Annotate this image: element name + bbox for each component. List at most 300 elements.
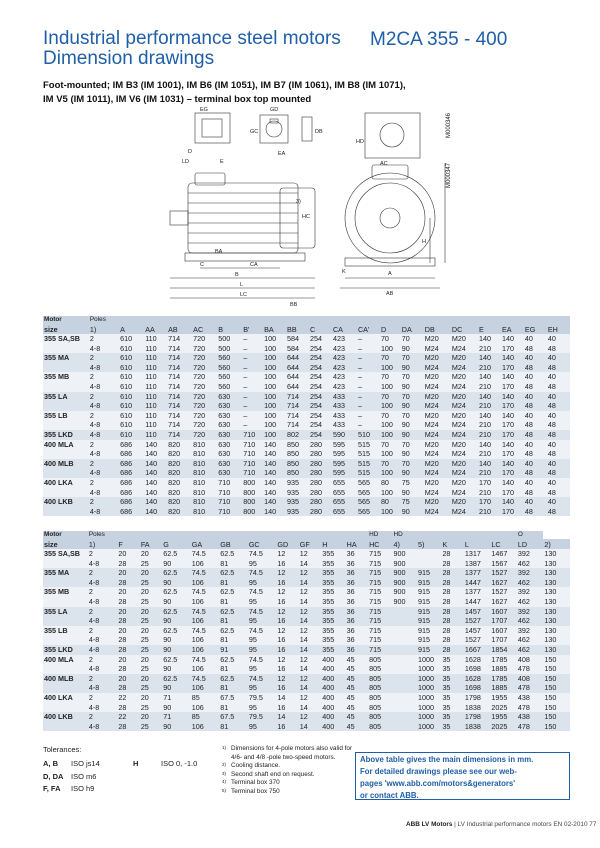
table-cell: 850 [286,440,309,450]
table-cell: 20 [140,693,162,703]
table-cell: 720 [192,430,217,440]
table-row [43,549,570,559]
table-cell: 90 [162,645,191,655]
table-cell: 2 [89,353,119,363]
table-cell: 20 [117,674,139,684]
table-cell [43,449,89,459]
table-cell: 254 [309,420,332,430]
table-cell: – [357,420,380,430]
table-cell: 2 [89,478,119,488]
table-cell: 630 [217,449,242,459]
table-cell: 20 [140,568,162,578]
column-header: 2) [543,539,570,549]
table-cell: 2 [89,411,119,421]
table-cell: 95 [248,635,277,645]
table-cell: 4-8 [89,420,119,430]
column-header: HA [346,539,368,549]
column-header: GC [248,539,277,549]
table-cell: 100 [263,372,286,382]
table-cell: 35 [441,664,463,674]
table-cell: M20 [451,392,478,402]
table-cell: 1607 [490,626,517,636]
mounting-line-2: IM V5 (IM 1011), IM V6 (IM 1031) – terminal box top mounted [43,94,312,105]
table-cell: 170 [501,363,524,373]
table-cell: 140 [263,468,286,478]
mounting-line-1: Foot-mounted; IM B3 (IM 1001), IM B6 (IM 1051), IM B7 (IM 1061), IM B8 (IM 1071), [43,80,406,91]
table-cell [393,626,417,636]
table-cell: 16 [276,578,298,588]
table-cell: 4-8 [88,664,118,674]
table-cell: – [357,353,380,363]
table-cell: 355 MB [43,372,89,382]
label-e: E [220,159,224,165]
table-cell: 106 [191,722,220,732]
column-header [286,316,309,324]
table-cell [393,683,417,693]
column-header: C [309,324,332,334]
table-cell: 820 [167,468,192,478]
table-cell: 254 [309,344,332,354]
table-cell: 714 [167,334,192,344]
table-cell: 355 [321,559,345,569]
table-cell: 48 [547,344,570,354]
table-cell: M24 [451,363,478,373]
table-cell [43,635,88,645]
table-cell: 565 [357,497,380,507]
table-cell: 1457 [464,607,491,617]
table-row [43,607,570,617]
table-cell: 4-8 [88,722,118,732]
table-cell: 438 [517,693,544,703]
table-cell: 74.5 [248,607,277,617]
table-header-row [43,531,570,539]
table-cell: 40 [547,478,570,488]
table-cell: 210 [478,401,501,411]
table-cell: 110 [144,430,167,440]
table-cell: 48 [524,382,547,392]
table-cell: 70 [401,353,424,363]
table-cell: 140 [263,507,286,517]
shaft-side [170,211,188,225]
table-cell: M24 [451,430,478,440]
table-cell: 28 [441,587,463,597]
table-row [43,626,570,636]
table-cell: 70 [380,411,401,421]
table-cell: 20 [117,655,139,665]
table-cell: 1467 [490,549,517,559]
table-cell: 28 [441,559,463,569]
table-row [43,353,570,363]
table-cell: 35 [441,712,463,722]
table-cell: – [357,401,380,411]
table-cell: 715 [368,626,392,636]
table-cell: 67.5 [219,712,248,722]
table-row [43,440,570,450]
table-cell: 140 [501,478,524,488]
table-cell: 140 [478,440,501,450]
table-cell: 355 SA,SB [43,334,89,344]
table-cell: 820 [167,507,192,517]
table-row [43,449,570,459]
table-row [43,468,570,478]
table-cell: 74.5 [248,568,277,578]
table-cell: 90 [401,382,424,392]
table-cell: 71 [162,712,191,722]
table-cell: 1000 [417,664,441,674]
table-cell: 20 [117,568,139,578]
column-header: HD [368,531,392,539]
table-cell: 2 [89,459,119,469]
table-cell: 210 [478,430,501,440]
table-cell: 20 [140,674,162,684]
table-cell: 1457 [464,626,491,636]
table-cell: 2 [88,655,118,665]
table-cell: 4-8 [89,468,119,478]
table-cell: 48 [547,420,570,430]
table-cell: 140 [144,449,167,459]
table-cell: 900 [393,568,417,578]
table-cell: – [357,334,380,344]
table-cell: 610 [119,334,144,344]
table-cell: 79.5 [248,693,277,703]
table-cell: 433 [332,420,357,430]
table-cell: 74.5 [248,655,277,665]
table-cell: 686 [119,449,144,459]
table-cell: 610 [119,430,144,440]
table-cell: 170 [478,497,501,507]
table-cell: 40 [547,411,570,421]
table-cell: 1000 [417,674,441,684]
table-cell [43,363,89,373]
table-cell: 130 [543,549,570,559]
table-cell: 392 [517,587,544,597]
table-cell: M24 [424,468,451,478]
table-cell: 500 [217,344,242,354]
column-header [299,531,321,539]
table-cell: 915 [417,635,441,645]
table-cell: – [242,382,263,392]
table-cell: 1628 [464,674,491,684]
table-row [43,488,570,498]
table-cell: 90 [401,344,424,354]
table-cell: 655 [332,497,357,507]
table-cell: 14 [299,597,321,607]
column-header: HD [393,531,417,539]
table-cell: 915 [417,616,441,626]
table-cell: 14 [299,664,321,674]
table-cell: M24 [451,468,478,478]
table-cell: 40 [524,497,547,507]
table-cell: 90 [162,559,191,569]
table-cell: 478 [517,683,544,693]
table-cell: 462 [517,597,544,607]
table-cell: 130 [543,578,570,588]
table-cell: 130 [543,597,570,607]
column-header: 1) [88,539,118,549]
table-cell: 560 [217,382,242,392]
table-cell: 100 [263,411,286,421]
table-cell: 62.5 [162,568,191,578]
table-cell: – [242,420,263,430]
table-cell: 150 [543,712,570,722]
table-cell: 12 [276,674,298,684]
table-cell: 710 [217,488,242,498]
table-cell: 20 [140,549,162,559]
table-cell: M24 [451,382,478,392]
table-cell: 48 [524,468,547,478]
table-cell: 40 [524,372,547,382]
table-cell: 25 [140,664,162,674]
footnote: 4) Terminal box 370 [222,779,280,787]
dimension-table-2 [43,531,570,731]
table-cell: 644 [286,363,309,373]
table-cell: M20 [424,392,451,402]
table-cell: 630 [217,411,242,421]
table-cell: 28 [117,645,139,655]
motor-code: M2CA 355 - 400 [370,29,508,50]
table-cell: 75 [401,497,424,507]
table-cell: M24 [451,420,478,430]
tolerances-heading: Tolerances: [43,745,82,754]
table-cell: M20 [451,353,478,363]
table-cell: 400 LKA [43,693,88,703]
table-cell: 48 [547,382,570,392]
table-cell: 12 [276,626,298,636]
table-cell: 810 [192,468,217,478]
label-ba: BA [215,249,223,255]
table-cell: 1627 [490,597,517,607]
table-cell: 1707 [490,635,517,645]
table-cell: 400 [321,655,345,665]
table-cell: 140 [478,459,501,469]
table-cell: 110 [144,372,167,382]
table-cell: 62.5 [219,587,248,597]
table-cell: 25 [140,559,162,569]
table-cell: 90 [401,430,424,440]
footnotes [222,745,362,797]
table-cell: 80 [380,478,401,488]
table-cell: 95 [248,645,277,655]
column-header [191,531,220,539]
column-header [119,316,144,324]
tolerance-row: D, DA ISO m6 [43,771,97,781]
table-cell: 48 [524,430,547,440]
column-header: 4) [393,539,417,549]
table-cell [393,607,417,617]
table-cell: 81 [219,578,248,588]
table-cell: 20 [117,549,139,559]
table-cell: 560 [217,372,242,382]
table-cell: 62.5 [162,626,191,636]
table-cell: M24 [451,488,478,498]
table-cell: 36 [346,607,368,617]
table-cell: 2 [88,693,118,703]
table-cell: 80 [380,497,401,507]
table-cell: 70 [380,459,401,469]
table-cell: 100 [380,363,401,373]
column-header: CA' [357,324,380,334]
column-header: DA [401,324,424,334]
table-cell: 20 [140,712,162,722]
table-cell: 710 [217,507,242,517]
column-header [321,531,345,539]
table-cell: 810 [192,440,217,450]
table-cell: 714 [167,401,192,411]
column-header [248,531,277,539]
table-cell: 40 [524,440,547,450]
table-cell: 355 [321,578,345,588]
table-cell: 254 [309,382,332,392]
table-cell: M20 [424,497,451,507]
table-cell: 1707 [490,616,517,626]
table-cell: 423 [332,382,357,392]
table-cell: 14 [299,703,321,713]
table-cell: 1955 [490,712,517,722]
tolerances-list [43,758,197,796]
table-cell: 1000 [417,683,441,693]
table-cell: 48 [524,488,547,498]
column-header: G [162,539,191,549]
table-cell [43,382,89,392]
table-cell: 423 [332,353,357,363]
table-cell: 1698 [464,683,491,693]
label-ld: LD [182,159,190,165]
table-cell: 95 [248,664,277,674]
table-cell: M20 [451,411,478,421]
table-cell: 40 [547,392,570,402]
table-cell: 595 [332,449,357,459]
table-cell: 715 [368,578,392,588]
table-cell: 40 [524,459,547,469]
table-cell: M20 [424,411,451,421]
table-cell: 715 [368,568,392,578]
table-cell: 400 LKB [43,712,88,722]
column-header: size [43,324,89,334]
table-cell: 100 [263,334,286,344]
table-cell: 170 [501,468,524,478]
table-cell: 140 [144,497,167,507]
column-header [490,531,517,539]
table-cell: 28 [441,578,463,588]
table-cell: 810 [192,449,217,459]
column-header: CA [332,324,357,334]
table-cell: 150 [543,655,570,665]
table-cell: 140 [263,497,286,507]
label-h: H [422,239,426,245]
table-cell: 355 [321,635,345,645]
table-cell: 28 [441,635,463,645]
table-cell: 12 [299,626,321,636]
website-link[interactable]: pages 'www.abb.com/motors&generators' [360,779,516,788]
table-cell: 74.5 [248,626,277,636]
table-cell: 610 [119,392,144,402]
label-eg: EG [200,107,208,113]
column-header: HC [368,539,392,549]
table-cell [393,655,417,665]
table-cell: 67.5 [219,693,248,703]
table-cell: 70 [401,411,424,421]
table-cell: 22 [117,712,139,722]
table-cell: 408 [517,674,544,684]
column-header: AA [144,324,167,334]
table-cell: 355 MA [43,353,89,363]
table-cell: 1607 [490,607,517,617]
terminal-box-plan [365,113,420,158]
table-row [43,372,570,382]
table-cell: 720 [192,353,217,363]
table-cell: 20 [140,626,162,636]
table-cell: 210 [478,468,501,478]
table-cell: 4-8 [89,430,119,440]
table-cell: 355 LB [43,411,89,421]
table-cell: 40 [524,411,547,421]
table-cell: M20 [451,440,478,450]
table-cell: 130 [543,626,570,636]
table-cell: 140 [501,497,524,507]
table-cell: 48 [547,507,570,517]
table-cell: 355 [321,626,345,636]
table-cell [43,616,88,626]
table-cell: 820 [167,488,192,498]
table-cell: 48 [547,488,570,498]
table-row [43,411,570,421]
table-cell [43,344,89,354]
table-cell: 595 [332,459,357,469]
table-cell: 75 [401,478,424,488]
table-cell: 1527 [464,616,491,626]
table-cell: 1785 [490,674,517,684]
table-cell: 810 [192,478,217,488]
table-row [43,568,570,578]
table-cell: 4-8 [88,559,118,569]
table-cell: 16 [276,645,298,655]
column-header [242,316,263,324]
table-cell: 95 [248,722,277,732]
table-cell: 715 [368,587,392,597]
table-cell: M24 [424,401,451,411]
table-cell: 714 [286,420,309,430]
label-note3: 3) [296,199,301,205]
table-cell: 2 [89,334,119,344]
table-cell: 400 MLA [43,440,89,450]
table-cell: 25 [140,645,162,655]
table-header-row [43,324,570,334]
table-cell: 12 [299,587,321,597]
label-ca: CA [250,262,258,268]
table-cell: 48 [524,363,547,373]
table-cell: 12 [276,587,298,597]
table-cell: 106 [191,683,220,693]
table-cell: 2 [88,712,118,722]
table-cell: 400 [321,664,345,674]
table-cell: 400 MLB [43,674,88,684]
table-cell: 1785 [490,655,517,665]
table-cell [43,664,88,674]
table-cell: 900 [393,549,417,559]
table-cell: 12 [299,549,321,559]
table-cell: 720 [192,334,217,344]
table-cell: 423 [332,334,357,344]
table-cell: 170 [501,449,524,459]
table-cell: 36 [346,559,368,569]
table-cell: 915 [417,607,441,617]
table-cell: 710 [242,459,263,469]
dimension-table-1 [43,316,570,516]
table-cell: 630 [217,392,242,402]
table-cell: 48 [547,468,570,478]
table-cell: 140 [501,353,524,363]
table-cell: 2 [88,587,118,597]
